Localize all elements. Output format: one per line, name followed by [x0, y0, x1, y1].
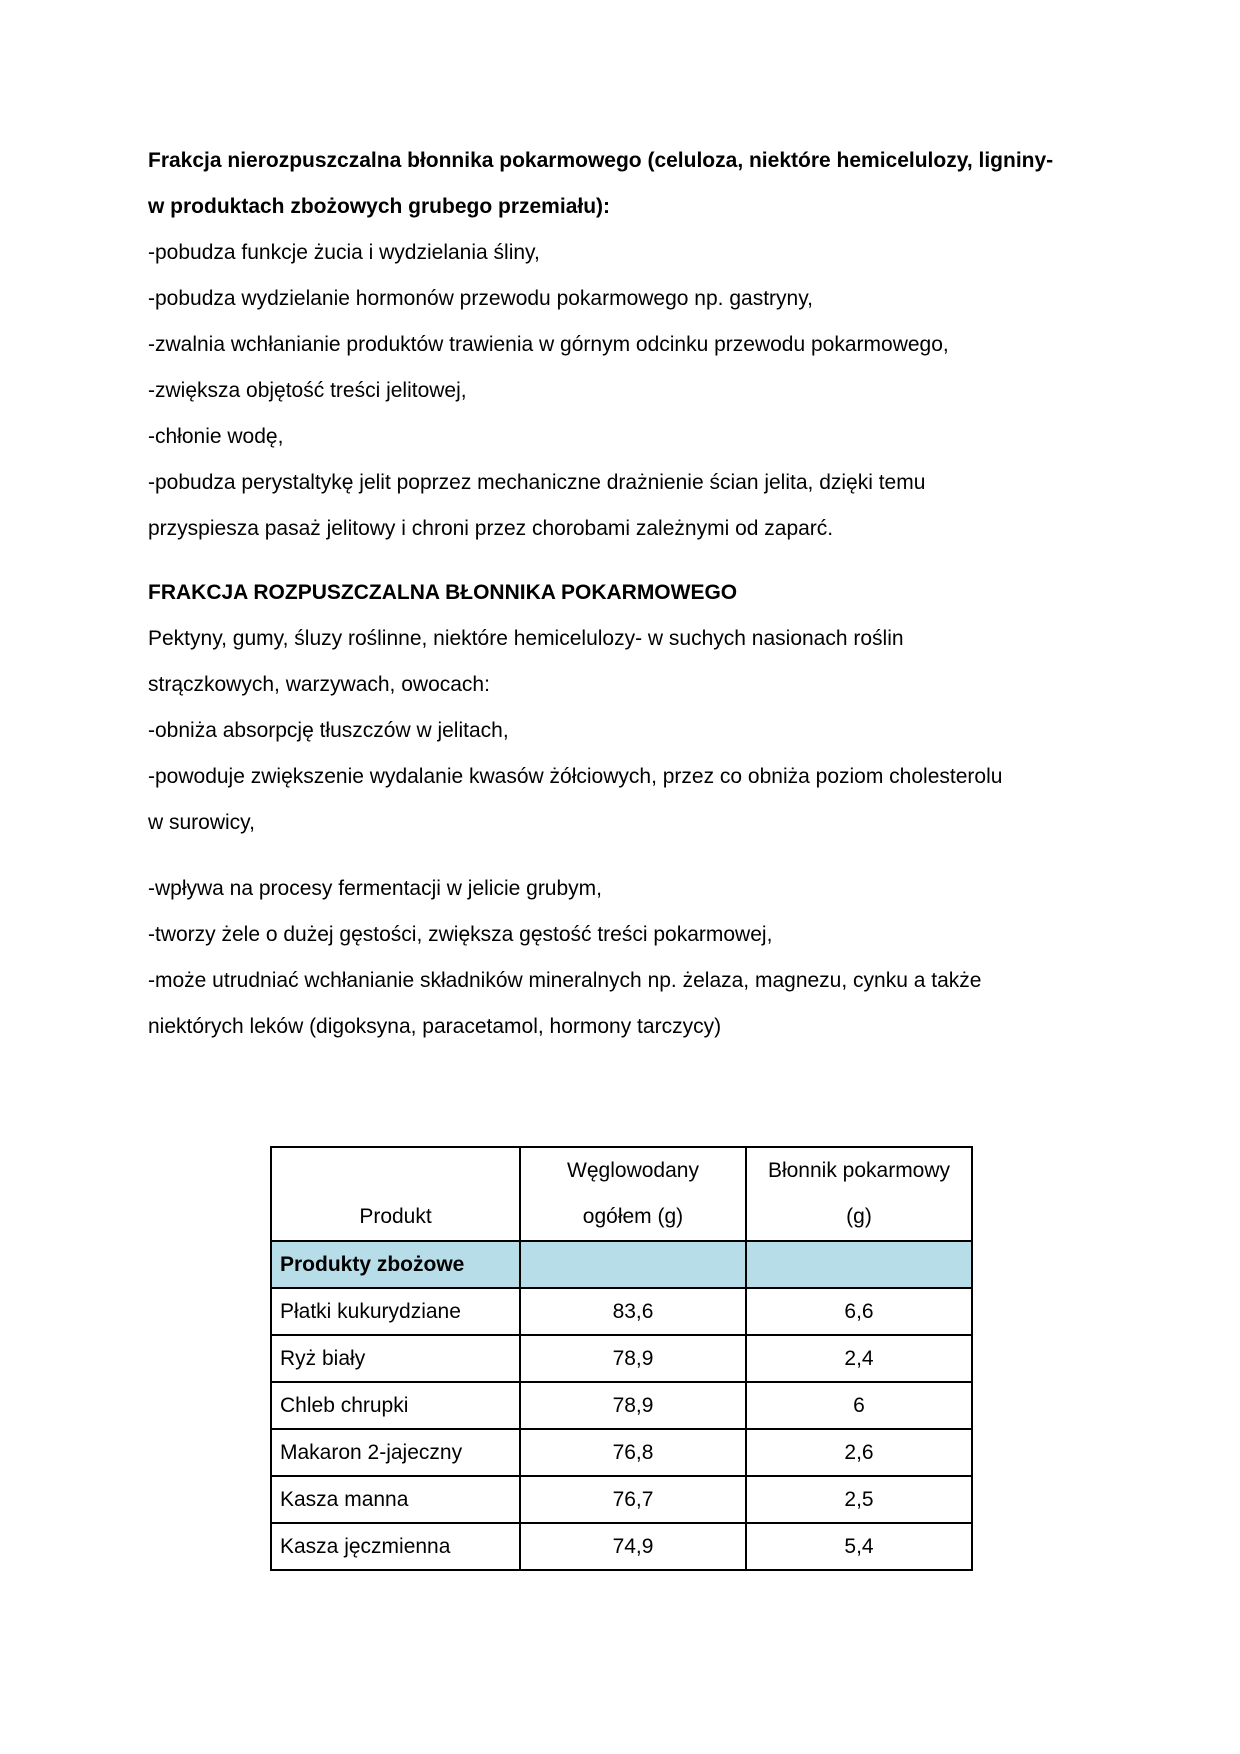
product-cell: Chleb chrupki	[271, 1382, 520, 1429]
product-cell: Kasza manna	[271, 1476, 520, 1523]
section-label: Produkty zbożowe	[271, 1241, 520, 1288]
carbs-cell: 76,8	[520, 1429, 746, 1476]
product-cell: Ryż biały	[271, 1335, 520, 1382]
header-product-label: Produkt	[359, 1205, 432, 1228]
table-row	[271, 1288, 972, 1335]
carbs-cell: 74,9	[520, 1523, 746, 1570]
fiber-cell: 6,6	[746, 1288, 972, 1335]
table-row	[271, 1335, 972, 1382]
carbs-cell: 78,9	[520, 1335, 746, 1382]
insoluble-property: przyspiesza pasaż jelitowy i chroni przez chorobami zależnymi od zaparć.	[148, 517, 834, 540]
carbs-cell: 76,7	[520, 1476, 746, 1523]
soluble-property: niektórych leków (digoksyna, paracetamol, hormony tarczycy)	[148, 1015, 722, 1038]
fiber-cell: 2,6	[746, 1429, 972, 1476]
table-row	[271, 1523, 972, 1570]
product-cell: Kasza jęczmienna	[271, 1523, 520, 1570]
table-row	[271, 1476, 972, 1523]
header-fiber-line-1: Błonnik pokarmowy	[767, 1159, 951, 1182]
soluble-property: -powoduje zwiększenie wydalanie kwasów żółciowych, przez co obniża poziom cholesterolu	[148, 765, 1003, 788]
table-section-row	[271, 1241, 972, 1288]
insoluble-property: -pobudza wydzielanie hormonów przewodu pokarmowego np. gastryny,	[148, 287, 813, 310]
soluble-property: -może utrudniać wchłanianie składników mineralnych np. żelaza, magnezu, cynku a także	[148, 969, 982, 992]
soluble-property: -tworzy żele o dużej gęstości, zwiększa gęstość treści pokarmowej,	[148, 923, 773, 946]
header-product	[271, 1147, 520, 1241]
insoluble-property: -pobudza funkcje żucia i wydzielania śliny,	[148, 241, 540, 264]
insoluble-property: -zwalnia wchłanianie produktów trawienia w górnym odcinku przewodu pokarmowego,	[148, 333, 949, 356]
table-row	[271, 1382, 972, 1429]
header-fiber	[746, 1147, 972, 1241]
nutrition-table	[270, 1146, 973, 1571]
soluble-property: strączkowych, warzywach, owocach:	[148, 673, 490, 696]
carbs-cell: 83,6	[520, 1288, 746, 1335]
soluble-property: w surowicy,	[148, 811, 255, 834]
insoluble-fraction-heading-line-1: Frakcja nierozpuszczalna błonnika pokarmowego (celuloza, niektóre hemicelulozy, ligniny-	[148, 149, 1054, 172]
soluble-property: Pektyny, gumy, śluzy roślinne, niektóre hemicelulozy- w suchych nasionach roślin	[148, 627, 904, 650]
fiber-cell: 2,5	[746, 1476, 972, 1523]
table-row	[271, 1429, 972, 1476]
insoluble-property: -chłonie wodę,	[148, 425, 284, 448]
insoluble-property: -zwiększa objętość treści jelitowej,	[148, 379, 467, 402]
insoluble-property: -pobudza perystaltykę jelit poprzez mechaniczne drażnienie ścian jelita, dzięki temu	[148, 471, 926, 494]
product-cell: Płatki kukurydziane	[271, 1288, 520, 1335]
section-empty-cell	[520, 1241, 746, 1288]
header-fiber-line-2: (g)	[846, 1205, 872, 1228]
soluble-property: -wpływa na procesy fermentacji w jelicie grubym,	[148, 877, 602, 900]
section-empty-cell	[746, 1241, 972, 1288]
document-body	[148, 138, 1098, 1050]
fiber-cell: 6	[746, 1382, 972, 1429]
table-header-row	[271, 1147, 972, 1241]
fiber-cell: 5,4	[746, 1523, 972, 1570]
header-carbs	[520, 1147, 746, 1241]
header-carbs-line-2: ogółem (g)	[582, 1205, 684, 1228]
fiber-cell: 2,4	[746, 1335, 972, 1382]
product-cell: Makaron 2-jajeczny	[271, 1429, 520, 1476]
soluble-property: -obniża absorpcję tłuszczów w jelitach,	[148, 719, 509, 742]
header-carbs-line-1: Węglowodany	[567, 1159, 699, 1182]
carbs-cell: 78,9	[520, 1382, 746, 1429]
soluble-fraction-heading: FRAKCJA ROZPUSZCZALNA BŁONNIKA POKARMOWEGO	[148, 581, 738, 604]
insoluble-fraction-heading-line-2: w produktach zbożowych grubego przemiału):	[148, 195, 611, 218]
